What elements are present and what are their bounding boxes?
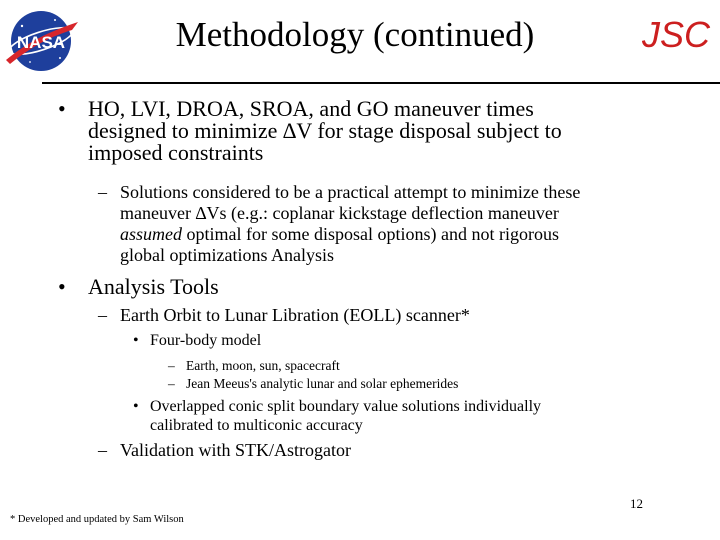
bullet-icon: • (133, 332, 139, 349)
bullet-1-text (88, 98, 708, 164)
overlapped-conic (150, 397, 710, 435)
logo-star (21, 25, 23, 27)
bullet-1-sub-1-line-3-rest: optimal for some disposal options) and not rigorous (182, 224, 559, 244)
bullet-1-line-2: designed to minimize ∆V for stage disposal subject to (88, 118, 562, 143)
bullet-1-sub-1-line-2: maneuver ∆Vs (e.g.: coplanar kickstage deflection maneuver (120, 203, 559, 223)
slide-title: Methodology (continued) (175, 15, 535, 54)
bullet-2-sub-2: Validation with STK/Astrogator (120, 440, 351, 460)
dash-icon: – (98, 440, 107, 460)
logo-star (29, 61, 31, 63)
dash-icon: – (168, 358, 175, 373)
title-divider (42, 82, 720, 84)
four-body-model: Four-body model (150, 332, 262, 349)
dash-icon: – (168, 376, 175, 391)
bullet-1-sub-1-line-3 (120, 224, 710, 245)
bullet-1-line-1: HO, LVI, DROA, SROA, and GO maneuver times (88, 96, 534, 121)
bullet-icon: • (133, 398, 139, 415)
bullet-2-text: Analysis Tools (88, 274, 219, 299)
nasa-logo (0, 4, 82, 76)
page-number: 12 (630, 496, 643, 511)
four-body-detail-2: Jean Meeus's analytic lunar and solar ephemerides (186, 376, 459, 391)
bullet-icon: • (58, 274, 66, 299)
bullet-1-sub-1-line-4: global optimizations Analysis (120, 245, 334, 265)
footnote: * Developed and updated by Sam Wilson (10, 514, 184, 525)
overlapped-conic-line-1: Overlapped conic split boundary value solutions individually (150, 398, 542, 415)
logo-wordmark: NASA (16, 33, 66, 52)
jsc-label: JSC (641, 14, 710, 55)
bullet-icon: • (58, 96, 66, 121)
overlapped-conic-line-2: calibrated to multiconic accuracy (150, 417, 363, 434)
bullet-1-line-3: imposed constraints (88, 140, 264, 165)
logo-star (59, 57, 61, 59)
bullet-1-sub-1-line-1: Solutions considered to be a practical attempt to minimize these (120, 182, 581, 202)
bullet-2-sub-1: Earth Orbit to Lunar Libration (EOLL) scanner* (120, 305, 470, 325)
dash-icon: – (98, 182, 107, 202)
dash-icon: – (98, 305, 107, 325)
logo-star (54, 19, 56, 21)
emphasis-assumed: assumed (120, 224, 182, 244)
bullet-1-sub-1 (120, 182, 710, 266)
four-body-detail-1: Earth, moon, sun, spacecraft (186, 358, 340, 373)
